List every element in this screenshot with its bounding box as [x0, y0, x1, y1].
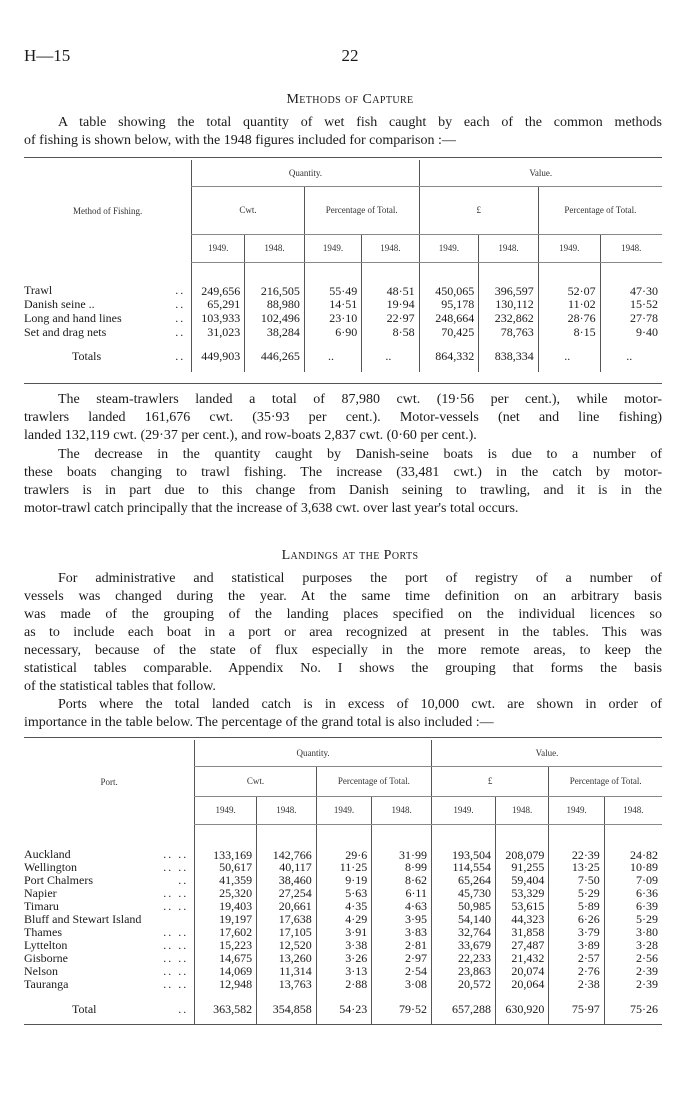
- cell-value: 10·89: [604, 861, 662, 874]
- cell-value: 133,169: [195, 824, 257, 861]
- cell-value: 2·88: [316, 978, 371, 991]
- cell-value: 59,404: [496, 874, 549, 887]
- col-header-value: Value.: [419, 160, 662, 186]
- table-row: [24, 926, 662, 939]
- leader-dots: ..: [175, 311, 186, 325]
- cell-value: 31,858: [496, 926, 549, 939]
- cell-value: 33,679: [432, 939, 496, 952]
- cell-value: 14,675: [195, 952, 257, 965]
- row-label: [24, 298, 192, 312]
- cell-value: 44,323: [496, 913, 549, 926]
- table-bottom-rule: [24, 383, 662, 384]
- row-label: [24, 991, 195, 1025]
- col-header-port: Port.: [100, 777, 118, 787]
- cell-value: 19·94: [362, 298, 419, 312]
- table-row: [24, 952, 662, 965]
- page-number: 22: [341, 46, 359, 65]
- table-row: [24, 978, 662, 991]
- col-header-pct: Percentage of Total.: [304, 186, 419, 234]
- row-label-text: Long and hand lines: [24, 311, 122, 325]
- cell-value: 22·39: [549, 824, 604, 861]
- col-header-pound: £: [419, 186, 538, 234]
- cell-value: 70,425: [419, 326, 479, 340]
- table-top-rule: [24, 737, 662, 738]
- row-label-text: Gisborne: [24, 951, 68, 965]
- cell-value: 2·39: [604, 978, 662, 991]
- cell-value: 79·52: [372, 991, 432, 1025]
- row-label-text: Total: [72, 1002, 97, 1016]
- cell-value: 40,117: [257, 861, 317, 874]
- cell-value: 248,664: [419, 312, 479, 326]
- cell-value: 91,255: [496, 861, 549, 874]
- cell-value: 95,178: [419, 298, 479, 312]
- cell-value: 65,291: [192, 298, 245, 312]
- cell-value: 20,064: [496, 978, 549, 991]
- cell-value: 6·39: [604, 900, 662, 913]
- leader-dots: .. ..: [163, 886, 189, 900]
- cell-value: ..: [362, 340, 419, 372]
- cell-value: 864,332: [419, 340, 479, 372]
- table-row: [24, 861, 662, 874]
- row-label-text: Lyttelton: [24, 938, 68, 952]
- cell-value: 17,105: [257, 926, 317, 939]
- row-label-text: Port Chalmers: [24, 873, 93, 887]
- cell-value: 19,403: [195, 900, 257, 913]
- cell-value: 27,487: [496, 939, 549, 952]
- leader-dots: ..: [178, 1002, 189, 1016]
- cell-value: 630,920: [496, 991, 549, 1025]
- year-header: 1948.: [362, 234, 419, 262]
- year-header: 1949.: [549, 796, 604, 824]
- cell-value: 20,661: [257, 900, 317, 913]
- section-title-landings: Landings at the Ports: [281, 548, 419, 563]
- cell-value: 27,254: [257, 887, 317, 900]
- cell-value: 3·89: [549, 939, 604, 952]
- row-label-text: Trawl: [24, 283, 53, 297]
- cell-value: 2·54: [372, 965, 432, 978]
- cell-value: 13,260: [257, 952, 317, 965]
- year-header: 1948.: [372, 796, 432, 824]
- cell-value: 65,264: [432, 874, 496, 887]
- table-row: [24, 965, 662, 978]
- cell-value: 2·38: [549, 978, 604, 991]
- cell-value: 11·25: [316, 861, 371, 874]
- cell-value: 3·79: [549, 926, 604, 939]
- cell-value: 216,505: [245, 262, 305, 298]
- cell-value: 102,496: [245, 312, 305, 326]
- cell-value: 38,284: [245, 326, 305, 340]
- cell-value: 3·80: [604, 926, 662, 939]
- row-label-text: Totals: [72, 349, 102, 363]
- cell-value: 8·15: [538, 326, 600, 340]
- cell-value: 15·52: [600, 298, 662, 312]
- cell-value: 20,074: [496, 965, 549, 978]
- cell-value: 50,985: [432, 900, 496, 913]
- cell-value: 28·76: [538, 312, 600, 326]
- table-row: [24, 298, 662, 312]
- year-header: 1948.: [496, 796, 549, 824]
- cell-value: 20,572: [432, 978, 496, 991]
- cell-value: 17,602: [195, 926, 257, 939]
- cell-value: 50,617: [195, 861, 257, 874]
- cell-value: 8·99: [372, 861, 432, 874]
- methods-intro: A table showing the total quantity of wet fish caught by each of the common methods of fishing is shown below, with the 1948 figures included for comparison :—: [24, 115, 662, 148]
- cell-value: 22,233: [432, 952, 496, 965]
- cell-value: 6·36: [604, 887, 662, 900]
- leader-dots: .. ..: [163, 899, 189, 913]
- cell-value: 17,638: [257, 913, 317, 926]
- cell-value: 54·23: [316, 991, 371, 1025]
- cell-value: 88,980: [245, 298, 305, 312]
- document-code: H—15: [24, 46, 71, 65]
- row-label-text: Set and drag nets: [24, 325, 107, 339]
- year-header: 1949.: [432, 796, 496, 824]
- table-top-rule: [24, 157, 662, 158]
- cell-value: 53,329: [496, 887, 549, 900]
- row-label-text: Danish seine ..: [24, 297, 95, 311]
- leader-dots: .. ..: [163, 938, 189, 952]
- cell-value: 449,903: [192, 340, 245, 372]
- cell-value: 75·26: [604, 991, 662, 1025]
- cell-value: 14·51: [304, 298, 361, 312]
- cell-value: 9·19: [316, 874, 371, 887]
- cell-value: 4·63: [372, 900, 432, 913]
- table-row: [24, 913, 662, 926]
- cell-value: 657,288: [432, 991, 496, 1025]
- cell-value: 2·56: [604, 952, 662, 965]
- cell-value: 3·13: [316, 965, 371, 978]
- cell-value: 13,763: [257, 978, 317, 991]
- row-label-text: Auckland: [24, 847, 71, 861]
- leader-dots: ..: [175, 325, 186, 339]
- leader-dots: .. ..: [163, 964, 189, 978]
- cell-value: 208,079: [496, 824, 549, 861]
- col-header-method: Method of Fishing.: [73, 206, 143, 216]
- col-header-pct-value: Percentage of Total.: [549, 766, 662, 796]
- cell-value: 14,069: [195, 965, 257, 978]
- year-header: 1948.: [479, 234, 539, 262]
- methods-paragraph-2: The decrease in the quantity caught by Danish-seine boats is due to a number of these boats changing to trawl fishing. The increase (33,481 cwt.) in the catch by motor- trawlers is in part due to this change from Danish seining to trawling, and it is in the motor-trawl catch principally that the increase of 3,638 cwt. over last year's total occurs.: [24, 447, 662, 516]
- row-label: [24, 312, 192, 326]
- ports-table-body: [24, 824, 662, 1025]
- cell-value: 47·30: [600, 262, 662, 298]
- row-label-text: Nelson: [24, 964, 58, 978]
- year-header: 1948.: [257, 796, 317, 824]
- leader-dots: .. ..: [163, 847, 189, 861]
- cell-value: 29·6: [316, 824, 371, 861]
- cell-value: 32,764: [432, 926, 496, 939]
- cell-value: 2·39: [604, 965, 662, 978]
- cell-value: 11,314: [257, 965, 317, 978]
- methods-table-body: [24, 262, 662, 372]
- col-header-quantity: Quantity.: [192, 160, 419, 186]
- cell-value: 232,862: [479, 312, 539, 326]
- year-header: 1949.: [192, 234, 245, 262]
- col-header-quantity: Quantity.: [195, 740, 432, 766]
- cell-value: 2·57: [549, 952, 604, 965]
- table-row: [24, 326, 662, 340]
- cell-value: 5·89: [549, 900, 604, 913]
- table-row: [24, 874, 662, 887]
- cell-value: 6·11: [372, 887, 432, 900]
- cell-value: 12,520: [257, 939, 317, 952]
- cell-value: 25,320: [195, 887, 257, 900]
- col-header-pct-value: Percentage of Total.: [538, 186, 662, 234]
- cell-value: 193,504: [432, 824, 496, 861]
- cell-value: 23,863: [432, 965, 496, 978]
- cell-value: 3·28: [604, 939, 662, 952]
- cell-value: 249,656: [192, 262, 245, 298]
- table-row: [24, 312, 662, 326]
- cell-value: 54,140: [432, 913, 496, 926]
- cell-value: 3·38: [316, 939, 371, 952]
- leader-dots: .. ..: [163, 951, 189, 965]
- leader-dots: .. ..: [163, 860, 189, 874]
- col-header-value: Value.: [432, 740, 663, 766]
- cell-value: ..: [600, 340, 662, 372]
- cell-value: 22·97: [362, 312, 419, 326]
- cell-value: 354,858: [257, 991, 317, 1025]
- section-title-methods: Methods of Capture: [286, 92, 414, 107]
- year-header: 1949.: [195, 796, 257, 824]
- year-header: 1949.: [538, 234, 600, 262]
- methods-table: [24, 160, 662, 372]
- row-label: [24, 262, 192, 298]
- row-label-text: Thames: [24, 925, 62, 939]
- table-row: [24, 824, 662, 861]
- cell-value: 13·25: [549, 861, 604, 874]
- table-row: [24, 262, 662, 298]
- row-label-text: Bluff and Stewart Island: [24, 912, 142, 926]
- cell-value: 52·07: [538, 262, 600, 298]
- cell-value: 142,766: [257, 824, 317, 861]
- cell-value: 4·35: [316, 900, 371, 913]
- cell-value: 41,359: [195, 874, 257, 887]
- year-header: 1949.: [316, 796, 371, 824]
- cell-value: 450,065: [419, 262, 479, 298]
- leader-dots: ..: [175, 283, 186, 297]
- cell-value: 53,615: [496, 900, 549, 913]
- cell-value: 31·99: [372, 824, 432, 861]
- year-header: 1949.: [419, 234, 479, 262]
- cell-value: ..: [304, 340, 361, 372]
- cell-value: 5·29: [604, 913, 662, 926]
- cell-value: 55·49: [304, 262, 361, 298]
- cell-value: 45,730: [432, 887, 496, 900]
- cell-value: 8·62: [372, 874, 432, 887]
- cell-value: 3·91: [316, 926, 371, 939]
- cell-value: 78,763: [479, 326, 539, 340]
- year-header: 1948.: [600, 234, 662, 262]
- cell-value: 12,948: [195, 978, 257, 991]
- methods-paragraph-1: The steam-trawlers landed a total of 87,980 cwt. (19·56 per cent.), while motor- trawlers landed 161,676 cwt. (35·93 per cent.). Motor-vessels (net and line fishing) landed 132,119 cwt. (29·37 per cent.), and row-boats 2,837 cwt. (0·60 per cent.).: [24, 392, 662, 443]
- table-row: [24, 887, 662, 900]
- row-label: [24, 326, 192, 340]
- year-header: 1948.: [604, 796, 662, 824]
- cell-value: 4·29: [316, 913, 371, 926]
- cell-value: 48·51: [362, 262, 419, 298]
- cell-value: 7·09: [604, 874, 662, 887]
- leader-dots: ..: [175, 349, 186, 363]
- col-header-pct: Percentage of Total.: [316, 766, 431, 796]
- cell-value: 31,023: [192, 326, 245, 340]
- landings-paragraph-1: For administrative and statistical purposes the port of registry of a number of vessels was changed during the year. At the same time definition on an arbitrary basis was made of the grouping of the landing places specified on the individual licences so as to include each boat in a port or area recognized at present in the tables. This was necessary, because of the state of flux especially in the more remote areas, to keep the statistical tables comparable. Appendix No. I shows the grouping that forms the basis of the statistical tables that follow.: [24, 571, 662, 694]
- col-header-cwt: Cwt.: [192, 186, 305, 234]
- cell-value: 446,265: [245, 340, 305, 372]
- cell-value: 19,197: [195, 913, 257, 926]
- row-label: [24, 340, 192, 372]
- cell-value: 75·97: [549, 991, 604, 1025]
- cell-value: 6·26: [549, 913, 604, 926]
- cell-value: 5·29: [549, 887, 604, 900]
- cell-value: 2·97: [372, 952, 432, 965]
- row-label-text: Tauranga: [24, 977, 69, 991]
- cell-value: 38,460: [257, 874, 317, 887]
- year-header: 1948.: [245, 234, 305, 262]
- cell-value: 3·08: [372, 978, 432, 991]
- cell-value: 11·02: [538, 298, 600, 312]
- cell-value: 24·82: [604, 824, 662, 861]
- total-row: [24, 340, 662, 372]
- year-header: 1949.: [304, 234, 361, 262]
- row-label-text: Napier: [24, 886, 57, 900]
- cell-value: 6·90: [304, 326, 361, 340]
- cell-value: 3·95: [372, 913, 432, 926]
- cell-value: 838,334: [479, 340, 539, 372]
- leader-dots: ..: [178, 873, 189, 887]
- cell-value: 2·76: [549, 965, 604, 978]
- cell-value: 15,223: [195, 939, 257, 952]
- leader-dots: .. ..: [163, 925, 189, 939]
- cell-value: 103,933: [192, 312, 245, 326]
- cell-value: 3·83: [372, 926, 432, 939]
- row-label-text: Wellington: [24, 860, 78, 874]
- landings-paragraph-2: Ports where the total landed catch is in excess of 10,000 cwt. are shown in order of importance in the table below. The percentage of the grand total is also included :—: [24, 697, 662, 730]
- cell-value: ..: [538, 340, 600, 372]
- cell-value: 5·63: [316, 887, 371, 900]
- cell-value: 114,554: [432, 861, 496, 874]
- row-label: [24, 824, 195, 861]
- cell-value: 396,597: [479, 262, 539, 298]
- row-label: [24, 978, 195, 991]
- cell-value: 21,432: [496, 952, 549, 965]
- cell-value: 27·78: [600, 312, 662, 326]
- leader-dots: ..: [175, 297, 186, 311]
- table-bottom-rule: [24, 1024, 662, 1025]
- ports-table: [24, 740, 662, 1025]
- cell-value: 3·26: [316, 952, 371, 965]
- table-row: [24, 939, 662, 952]
- cell-value: 23·10: [304, 312, 361, 326]
- cell-value: 9·40: [600, 326, 662, 340]
- cell-value: 2·81: [372, 939, 432, 952]
- cell-value: 363,582: [195, 991, 257, 1025]
- total-row: [24, 991, 662, 1025]
- cell-value: 7·50: [549, 874, 604, 887]
- row-label-text: Timaru: [24, 899, 59, 913]
- cell-value: 8·58: [362, 326, 419, 340]
- col-header-cwt: Cwt.: [195, 766, 317, 796]
- cell-value: 130,112: [479, 298, 539, 312]
- col-header-pound: £: [432, 766, 549, 796]
- leader-dots: .. ..: [163, 977, 189, 991]
